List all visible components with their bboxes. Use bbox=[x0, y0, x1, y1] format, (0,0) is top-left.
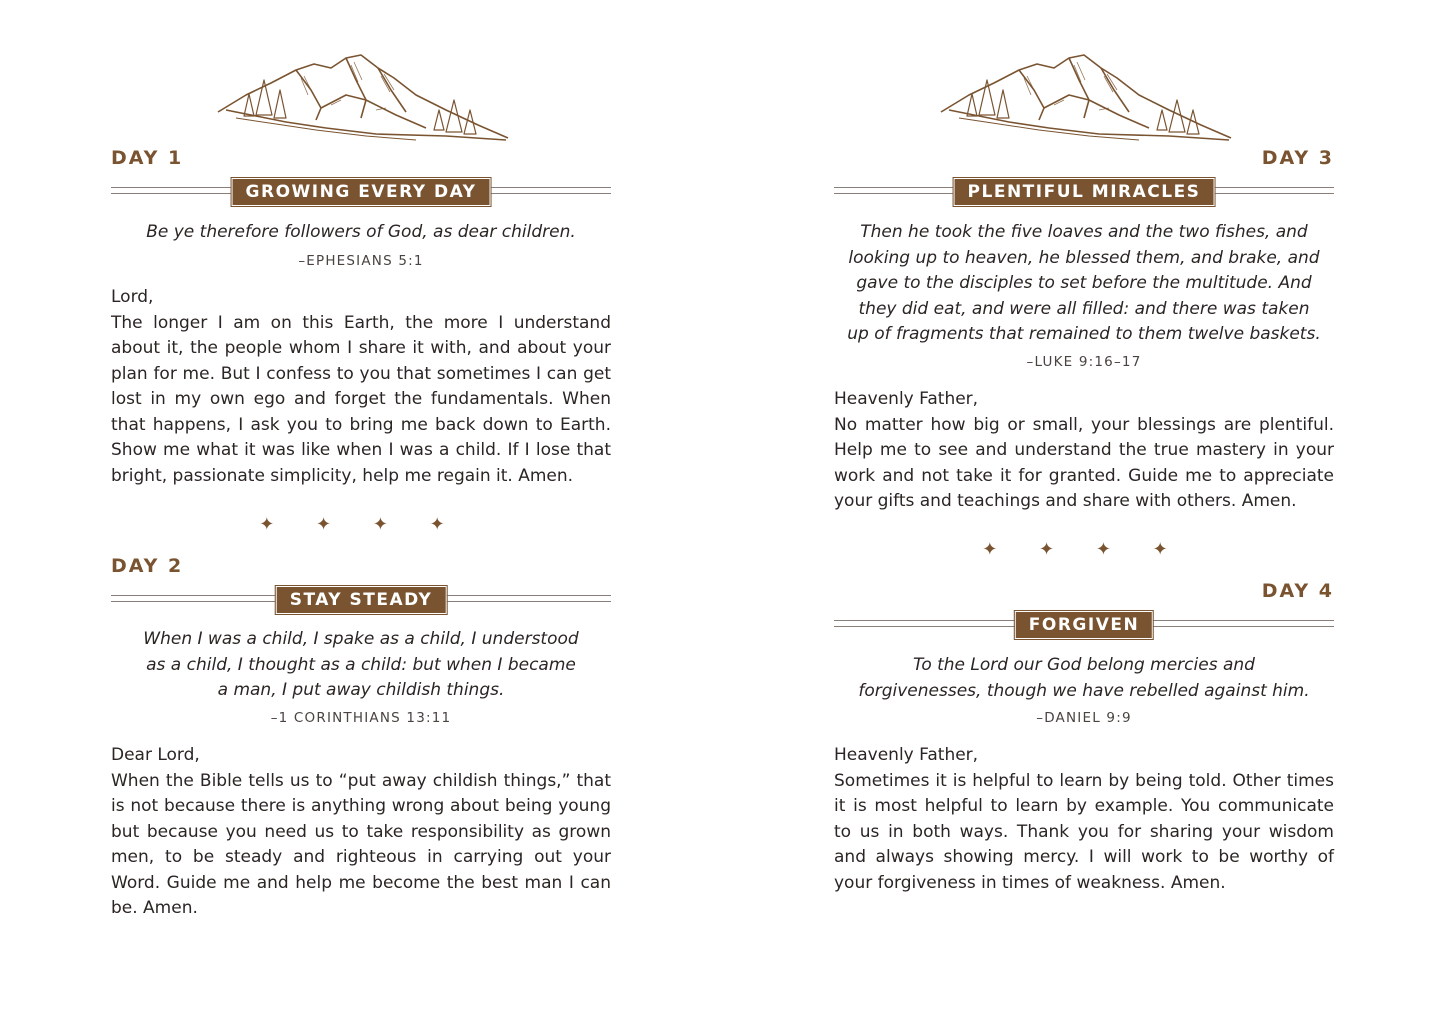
verse-line: forgivenesses, though we have rebelled against him. bbox=[858, 680, 1310, 701]
day-2-prayer bbox=[111, 743, 611, 922]
day-1-title-banner: GROWING EVERY DAY bbox=[232, 178, 491, 206]
mountain-illustration-icon bbox=[939, 50, 1234, 145]
day-4-label: DAY 4 bbox=[1261, 580, 1334, 602]
verse-line: gave to the disciples to set before the multitude. And bbox=[856, 273, 1312, 293]
day-3-prayer bbox=[834, 387, 1334, 515]
day-3-title-banner: PLENTIFUL MIRACLES bbox=[954, 178, 1215, 206]
day-1-prayer-text: The longer I am on this Earth, the more I understand about it, the people whom I share it with, and about your plan for me. But I confess to you that sometimes I can get lost in my own ego and forget the fundamentals. When that happens, I ask you to bring me back down to Earth. Show me what it was like when I was a child. If I lose that bright, passionate simplicity, help me regain it. Amen. bbox=[111, 312, 611, 486]
day-1-reference: –EPHESIANS 5:1 bbox=[298, 253, 424, 269]
day-4-prayer-text: Sometimes it is helpful to learn by being told. Other times it is most helpful to learn by example. You communicate to us in both ways. Thank you for sharing your wisdom and always showing mercy. I will work to be worthy of your forgiveness in times of weakness. Amen. bbox=[834, 770, 1334, 893]
day-1-verse: Be ye therefore followers of God, as dear children. bbox=[146, 222, 576, 242]
day-1-label: DAY 1 bbox=[111, 147, 184, 169]
day-2-prayer-text: When the Bible tells us to “put away childish things,” that is not because there is anything wrong about being young but because you need us to take responsibility as grown men, to be steady and righteous in carrying out your Word. Guide me and help me become the best man I can be. Amen. bbox=[111, 770, 611, 918]
day-2-greeting: Dear Lord, bbox=[111, 745, 200, 765]
left-page bbox=[111, 0, 611, 1022]
day-2-title-banner: STAY STEADY bbox=[276, 586, 447, 614]
separator-stars: ✦ ✦ ✦ ✦ bbox=[982, 539, 1186, 560]
verse-line: Then he took the five loaves and the two fishes, and bbox=[860, 222, 1308, 242]
day-3-label: DAY 3 bbox=[1261, 147, 1334, 169]
mountain-illustration-icon bbox=[216, 50, 511, 145]
right-page bbox=[834, 0, 1334, 1022]
verse-line: up of fragments that remained to them twelve baskets. bbox=[847, 324, 1321, 344]
day-3-reference: –LUKE 9:16–17 bbox=[1026, 354, 1142, 370]
day-2-verse bbox=[111, 627, 611, 704]
day-3-prayer-text: No matter how big or small, your blessings are plentiful. Help me to see and understand the true mastery in your work and not take it for granted. Guide me to appreciate your gifts and teachings and share with others. Amen. bbox=[834, 414, 1334, 511]
day-4-verse bbox=[834, 653, 1334, 704]
day-1-greeting: Lord, bbox=[111, 287, 154, 307]
verse-line: a man, I put away childish things. bbox=[217, 680, 505, 700]
day-4-prayer bbox=[834, 743, 1334, 896]
verse-line: looking up to heaven, he blessed them, and brake, and bbox=[848, 247, 1320, 268]
day-3-greeting: Heavenly Father, bbox=[834, 389, 979, 409]
day-4-title-banner: FORGIVEN bbox=[1015, 611, 1153, 639]
verse-line: To the Lord our God belong mercies and bbox=[913, 655, 1255, 675]
day-2-reference: –1 CORINTHIANS 13:11 bbox=[270, 710, 452, 726]
separator-stars: ✦ ✦ ✦ ✦ bbox=[259, 514, 463, 535]
day-1-prayer bbox=[111, 285, 611, 489]
verse-line: When I was a child, I spake as a child, I understood bbox=[143, 629, 579, 649]
day-4-reference: –DANIEL 9:9 bbox=[1036, 710, 1132, 726]
day-2-label: DAY 2 bbox=[111, 555, 184, 577]
verse-line: they did eat, and were all filled: and there was taken bbox=[858, 298, 1310, 319]
verse-line: as a child, I thought as a child: but when I became bbox=[146, 654, 576, 675]
day-4-greeting: Heavenly Father, bbox=[834, 745, 979, 765]
day-3-verse bbox=[834, 220, 1334, 348]
